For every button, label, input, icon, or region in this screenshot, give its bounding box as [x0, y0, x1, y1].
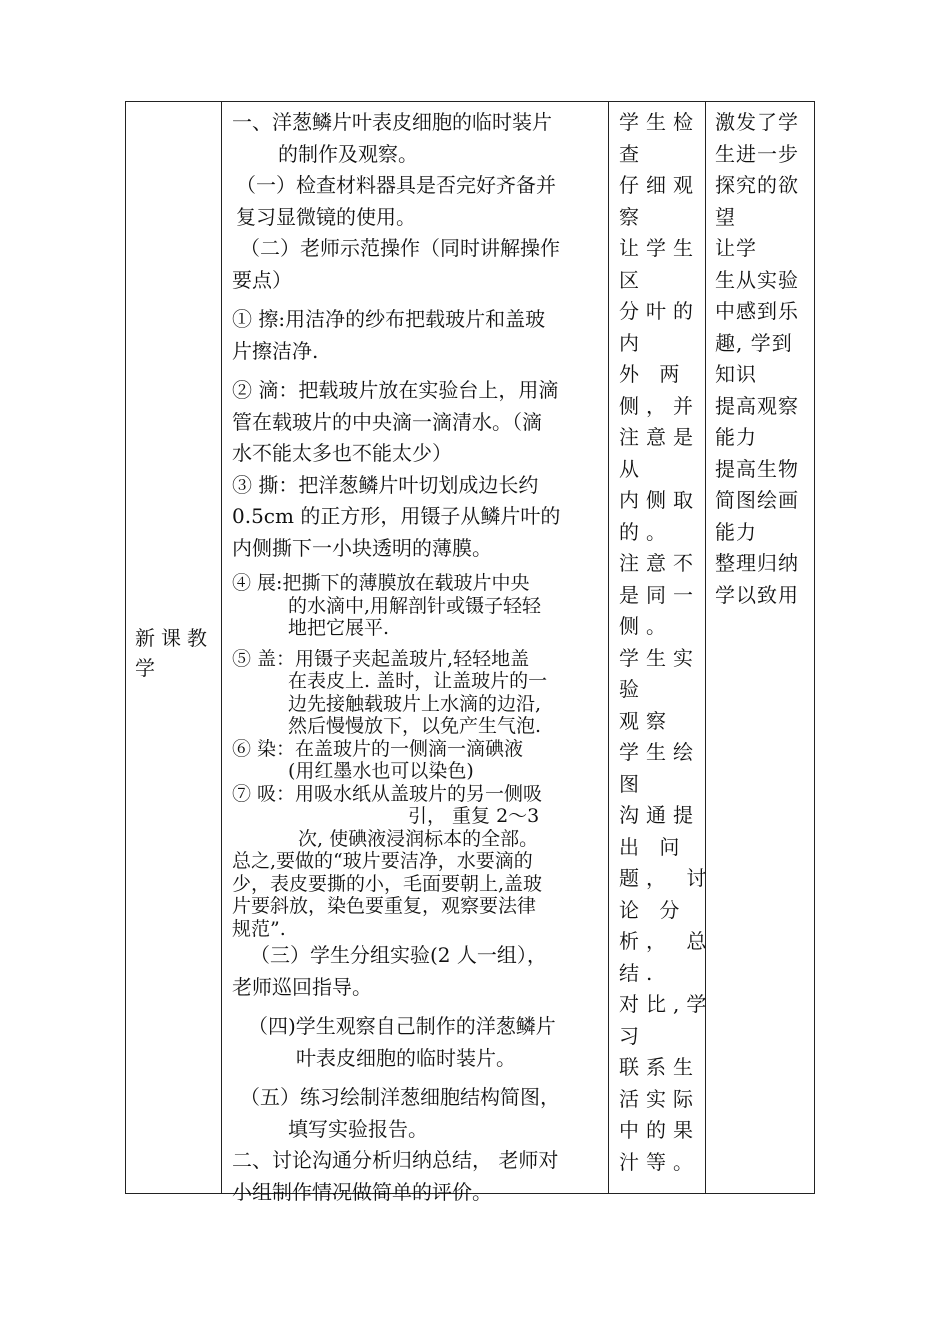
- student-activity-line: 分叶的: [619, 299, 700, 323]
- teaching-content-line: （五）练习绘制洋葱细胞结构简图，: [240, 1085, 560, 1109]
- teaching-content-line: ⑥ 染：在盖玻片的一侧滴一滴碘液: [232, 737, 524, 760]
- teaching-content-line: 管在载玻片的中央滴一滴清水。（滴: [232, 409, 542, 434]
- design-purpose-line: 整理归纳: [715, 551, 799, 575]
- design-purpose-line: 生进一步: [715, 141, 799, 166]
- student-activity-line: 侧。: [619, 614, 673, 638]
- teaching-content-line: (用红墨水也可以染色): [288, 760, 474, 782]
- teaching-content-line: 次, 使碘液浸润标本的全部。: [298, 827, 539, 850]
- teaching-content-line: 内侧撕下一小块透明的薄膜。: [232, 535, 492, 560]
- student-activity-line: 仔细观: [619, 173, 700, 197]
- design-purpose-cell: [706, 101, 814, 611]
- student-activity-line: 学生检: [619, 110, 700, 134]
- student-activity-line: 析， 总: [619, 929, 714, 953]
- teaching-content-line: ⑤ 盖：用镊子夹起盖玻片,轻轻地盖: [232, 647, 530, 670]
- student-activity-line: 沟通提: [619, 803, 700, 827]
- design-purpose-line: 能力: [715, 425, 757, 449]
- teaching-content-line: （三）学生分组实验(2 人一组），: [250, 943, 547, 967]
- teaching-content-line: ④ 展:把撕下的薄膜放在载玻片中央: [232, 572, 530, 594]
- row-label-cell: [127, 101, 221, 1192]
- teaching-content-line: 填写实验报告。: [288, 1116, 428, 1141]
- student-activity-line: 活实际: [619, 1086, 700, 1111]
- student-activity-line: 察: [619, 204, 646, 229]
- teaching-content-line: 片擦洁净.: [232, 338, 319, 363]
- design-purpose-line: 望: [715, 204, 736, 229]
- teaching-content-line: 叶表皮细胞的临时装片。: [296, 1045, 516, 1070]
- teaching-content-line: 一、洋葱鳞片叶表皮细胞的临时装片: [232, 110, 552, 134]
- teaching-content-line: 少，表皮要撕的小，毛面要朝上,盖玻: [232, 872, 543, 895]
- student-activity-line: 内: [619, 330, 646, 355]
- student-activity-line: 注意是: [619, 425, 700, 449]
- student-activity-line: 习: [619, 1023, 646, 1048]
- teaching-content-line: ⑦ 吸：用吸水纸从盖玻片的另一侧吸: [232, 782, 543, 805]
- teaching-content-line: 边先接触载玻片上水滴的边沿,: [288, 692, 542, 715]
- teaching-content-line: （四)学生观察自己制作的洋葱鳞片: [248, 1014, 556, 1038]
- student-activity-line: 内侧取: [619, 488, 700, 512]
- teaching-content-line: 复习显微镜的使用。: [236, 204, 416, 229]
- student-activity-line: 查: [619, 141, 646, 166]
- design-purpose-line: 知识: [715, 362, 757, 386]
- student-activity-line: 的。: [619, 519, 673, 544]
- row-label: 新课教学: [135, 626, 213, 680]
- teaching-content-line: 的水滴中,用解剖针或镊子轻轻: [288, 594, 542, 617]
- design-purpose-line: 简图绘画: [715, 488, 799, 512]
- student-activity-line: 侧，并: [619, 393, 700, 418]
- student-activity-line: 区: [619, 267, 646, 292]
- student-activity-cell: [609, 101, 714, 1178]
- teaching-content-line: 二、讨论沟通分析归纳总结， 老师对: [232, 1148, 559, 1172]
- design-purpose-line: 提高观察: [715, 393, 799, 418]
- teaching-content-line: ③ 撕：把洋葱鳞片叶切划成边长约: [232, 472, 539, 497]
- teaching-content-line: 小组制作情况做简单的评价。: [232, 1179, 492, 1204]
- teaching-content-line: 在表皮上. 盖时，让盖玻片的一: [288, 670, 548, 692]
- teaching-content-line: 然后慢慢放下，以免产生气泡.: [288, 715, 542, 737]
- design-purpose-line: 能力: [715, 519, 757, 544]
- student-activity-line: 是同一: [619, 582, 700, 607]
- student-activity-line: 题， 讨: [619, 866, 714, 890]
- student-activity-line: 汁等。: [619, 1149, 700, 1174]
- student-activity-line: 注意不: [619, 551, 700, 575]
- teaching-content-line: （二）老师示范操作（同时讲解操作: [240, 236, 560, 260]
- design-purpose-line: 探究的欲: [715, 173, 799, 197]
- student-activity-line: 验: [619, 677, 646, 701]
- teaching-content-line: 片要斜放，染色要重复，观察要法律: [232, 895, 537, 917]
- design-purpose-line: 中感到乐: [715, 299, 799, 323]
- teaching-content-cell: [222, 101, 608, 1208]
- student-activity-line: 让学生: [619, 236, 700, 260]
- teaching-content-line: 水不能太多也不能太少）: [232, 441, 452, 465]
- teaching-content-line: 规范”.: [232, 917, 286, 940]
- student-activity-line: 出 问: [619, 834, 687, 859]
- teaching-content-line: 引， 重复 2～3: [408, 805, 540, 827]
- teaching-content-line: 要点）: [232, 267, 292, 292]
- design-purpose-line: 生从实验: [715, 267, 799, 292]
- student-activity-line: 外 两: [619, 362, 687, 386]
- design-purpose-line: 提高生物: [715, 456, 799, 481]
- student-activity-line: 论 分: [619, 897, 687, 922]
- student-activity-line: 学生绘: [619, 740, 700, 764]
- teaching-content-line: 老师巡回指导。: [232, 974, 372, 999]
- teaching-content-line: 总之,要做的“玻片要洁净，水要滴的: [232, 850, 533, 872]
- teaching-content-line: （一）检查材料器具是否完好齐备并: [236, 173, 556, 197]
- student-activity-line: 观察: [619, 708, 673, 733]
- teaching-content-line: ② 滴：把载玻片放在实验台上，用滴: [232, 378, 559, 402]
- student-activity-line: 结.: [619, 960, 660, 985]
- teaching-content-line: 地把它展平.: [288, 617, 390, 639]
- student-activity-line: 学生实: [619, 645, 700, 670]
- design-purpose-line: 趣, 学到: [715, 330, 793, 355]
- student-activity-line: 联系生: [619, 1055, 700, 1079]
- teaching-content-line: 的制作及观察。: [278, 141, 418, 166]
- student-activity-line: 从: [619, 456, 646, 481]
- student-activity-line: 中的果: [619, 1118, 700, 1142]
- teaching-content-line: ① 擦:用洁净的纱布把载玻片和盖玻: [232, 307, 546, 331]
- student-activity-line: 图: [619, 771, 646, 796]
- student-activity-line: 对比,学: [619, 992, 714, 1016]
- design-purpose-line: 学以致用: [715, 582, 799, 607]
- teaching-content-line: 0.5cm 的正方形，用镊子从鳞片叶的: [232, 504, 561, 528]
- design-purpose-line: 激发了学: [715, 110, 799, 134]
- design-purpose-line: 让学: [715, 236, 757, 260]
